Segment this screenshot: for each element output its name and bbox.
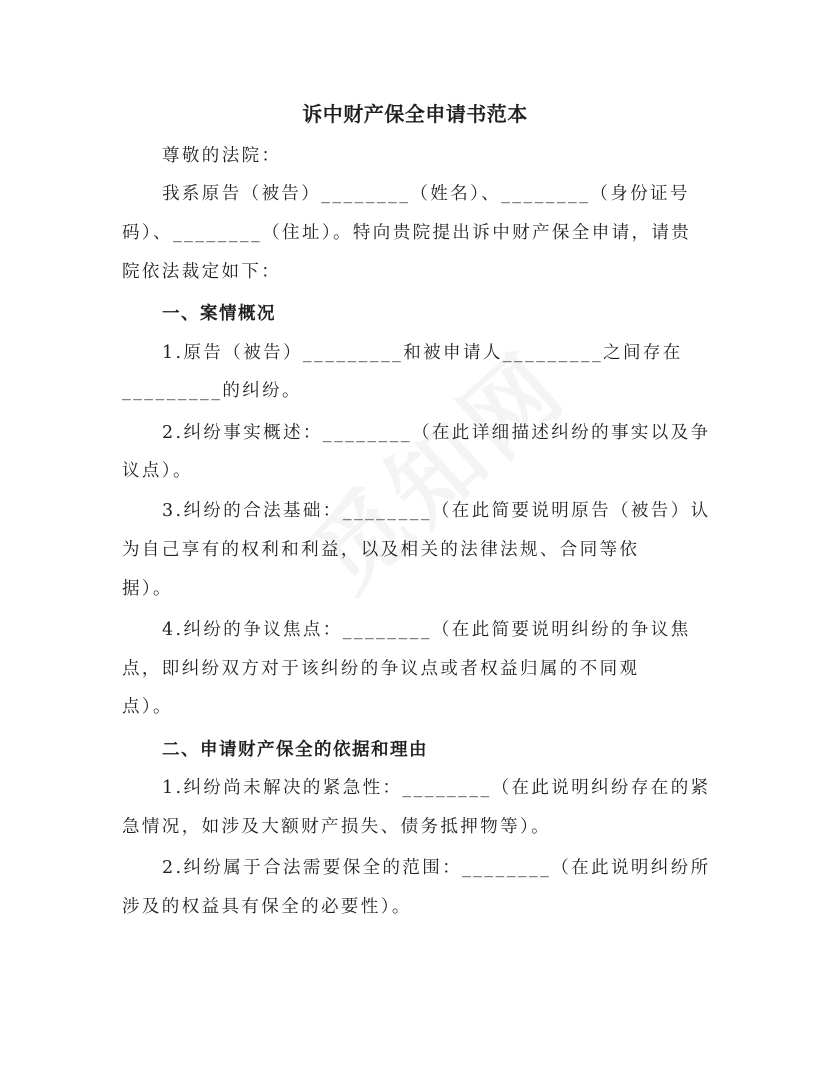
paragraph-line: 议点）。 <box>122 461 193 481</box>
paragraph-line: 涉及的权益具有保全的必要性）。 <box>122 897 412 917</box>
paragraph-line: 急情况，如涉及大额财产损失、债务抵押物等）。 <box>122 817 552 837</box>
section-heading-1: 一、案情概况 <box>162 304 276 324</box>
paragraph-line: 2.纠纷属于合法需要保全的范围：________（在此说明纠纷所 <box>162 858 711 878</box>
section-heading-2: 二、申请财产保全的依据和理由 <box>162 740 428 760</box>
paragraph-line: 为自己享有的权利和利益，以及相关的法律法规、合同等依 <box>122 540 640 560</box>
paragraph-line: 我系原告（被告）________（姓名）、________（身份证号 <box>162 184 690 204</box>
paragraph-line: 点）。 <box>122 697 173 717</box>
paragraph-line: 3.纠纷的合法基础：________（在此简要说明原告（被告）认 <box>162 501 711 521</box>
salutation: 尊敬的法院： <box>162 146 282 166</box>
paragraph-line: _________的纠纷。 <box>122 381 302 401</box>
paragraph-line: 码）、________（住址）。特向贵院提出诉中财产保全申请，请贵 <box>122 223 692 243</box>
paragraph-line: 点，即纠纷双方对于该纠纷的争议点或者权益归属的不同观 <box>122 659 640 679</box>
paragraph-line: 4.纠纷的争议焦点：________（在此简要说明纠纷的争议焦 <box>162 620 691 640</box>
paragraph-line: 2.纠纷事实概述：________（在此详细描述纠纷的事实以及争 <box>162 423 711 443</box>
paragraph-line: 1.原告（被告）_________和被申请人_________之间存在 <box>162 343 683 363</box>
document-title: 诉中财产保全申请书范本 <box>302 102 528 126</box>
paragraph-line: 1.纠纷尚未解决的紧急性：________（在此说明纠纷存在的紧 <box>162 778 711 798</box>
paragraph-line: 据）。 <box>122 579 173 599</box>
paragraph-line: 院依法裁定如下： <box>122 262 282 282</box>
